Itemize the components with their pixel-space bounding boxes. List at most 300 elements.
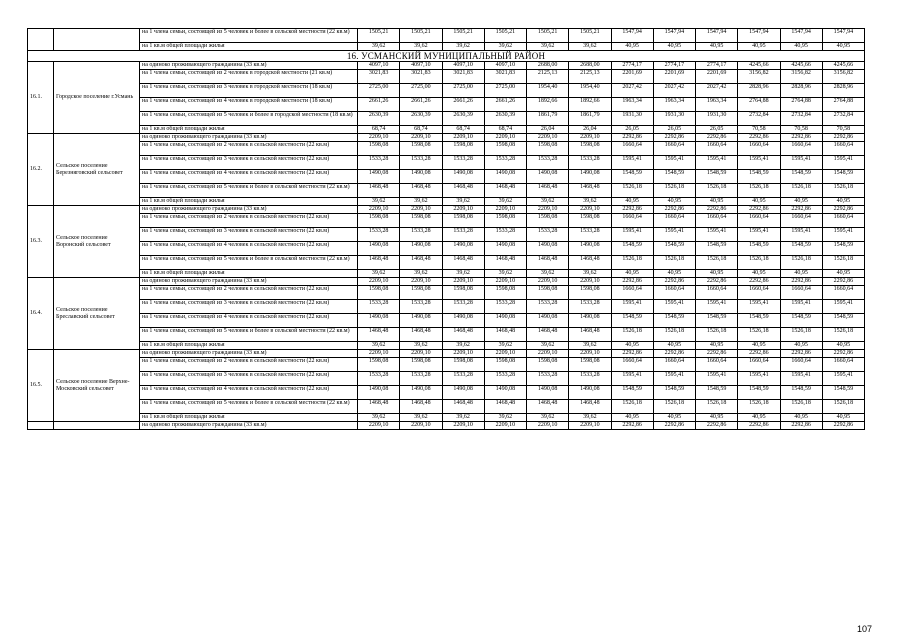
value-cell: 1660,64: [696, 358, 738, 372]
value-cell: 1468,48: [358, 328, 400, 342]
value-cell: 1505,21: [527, 29, 569, 43]
value-cell: 1490,08: [442, 170, 484, 184]
value-cell: 1526,18: [611, 256, 653, 270]
value-cell: 39,62: [484, 43, 526, 51]
value-cell: 2209,10: [569, 422, 611, 430]
row-description: на 1 члена семьи, состоящей из 4 человек в сельской местности (22 кв.м): [140, 242, 358, 256]
value-cell: 3156,82: [780, 70, 822, 84]
value-cell: 1861,79: [527, 112, 569, 126]
value-cell: 39,62: [358, 198, 400, 206]
value-cell: 2209,10: [527, 350, 569, 358]
value-cell: 2209,10: [569, 350, 611, 358]
value-cell: 1660,64: [822, 286, 864, 300]
value-cell: 1598,08: [442, 214, 484, 228]
value-cell: 39,62: [442, 198, 484, 206]
value-cell: 40,95: [696, 43, 738, 51]
value-cell: 1548,59: [696, 170, 738, 184]
value-cell: 1660,64: [696, 214, 738, 228]
value-cell: 2661,26: [484, 98, 526, 112]
value-cell: 1548,59: [611, 242, 653, 256]
value-cell: 26,04: [569, 126, 611, 134]
value-cell: 1548,59: [738, 170, 780, 184]
value-cell: 1490,08: [442, 386, 484, 400]
value-cell: 1595,41: [696, 156, 738, 170]
value-cell: 2027,42: [696, 84, 738, 98]
value-cell: 1505,21: [569, 29, 611, 43]
value-cell: 2209,10: [358, 278, 400, 286]
value-cell: 1533,28: [442, 372, 484, 386]
value-cell: 2732,84: [780, 112, 822, 126]
group-number: 16.3.: [28, 206, 54, 278]
value-cell: 1468,48: [484, 256, 526, 270]
value-cell: 1595,41: [822, 228, 864, 242]
value-cell: 1547,94: [653, 29, 695, 43]
value-cell: 2292,86: [738, 206, 780, 214]
group-name: Городское поселение г.Усмань: [54, 62, 140, 134]
value-cell: 39,62: [400, 342, 442, 350]
value-cell: 68,74: [400, 126, 442, 134]
row-description: на 1 члена семьи, состоящей из 5 человек и более в сельской местности (22 кв.м): [140, 400, 358, 414]
row-description: на одиноко проживающего гражданина (33 кв.м): [140, 206, 358, 214]
value-cell: 1598,08: [527, 214, 569, 228]
value-cell: 1595,41: [653, 300, 695, 314]
value-cell: 39,62: [358, 342, 400, 350]
value-cell: 1526,18: [738, 400, 780, 414]
value-cell: 39,62: [358, 414, 400, 422]
value-cell: 1963,34: [696, 98, 738, 112]
value-cell: 1595,41: [738, 228, 780, 242]
table-row: [28, 70, 865, 84]
value-cell: 1490,08: [484, 314, 526, 328]
value-cell: 1548,59: [738, 314, 780, 328]
value-cell: 2661,26: [400, 98, 442, 112]
value-cell: 1468,48: [358, 184, 400, 198]
value-cell: 2292,86: [780, 278, 822, 286]
table-row: [28, 184, 865, 198]
group-name: Сельское поселение Березняговский сельсовет: [54, 134, 140, 206]
value-cell: 1595,41: [696, 228, 738, 242]
value-cell: 1660,64: [738, 286, 780, 300]
value-cell: 40,95: [611, 43, 653, 51]
value-cell: 2125,13: [569, 70, 611, 84]
value-cell: 1660,64: [780, 142, 822, 156]
value-cell: 1598,08: [442, 286, 484, 300]
value-cell: 1468,48: [400, 400, 442, 414]
value-cell: 1505,21: [400, 29, 442, 43]
value-cell: 2027,42: [653, 84, 695, 98]
value-cell: 2725,00: [442, 84, 484, 98]
value-cell: 1533,28: [484, 300, 526, 314]
value-cell: 1598,08: [527, 286, 569, 300]
value-cell: 1595,41: [780, 300, 822, 314]
value-cell: 2027,42: [611, 84, 653, 98]
value-cell: 1598,08: [358, 214, 400, 228]
value-cell: 40,95: [611, 342, 653, 350]
table-row: [28, 126, 865, 134]
value-cell: 1548,59: [780, 314, 822, 328]
value-cell: 40,95: [780, 414, 822, 422]
value-cell: 1660,64: [611, 142, 653, 156]
value-cell: 1660,64: [611, 286, 653, 300]
value-cell: 39,62: [442, 414, 484, 422]
value-cell: 2292,86: [611, 134, 653, 142]
value-cell: 2292,86: [822, 350, 864, 358]
value-cell: 2209,10: [442, 206, 484, 214]
value-cell: 2209,10: [442, 278, 484, 286]
value-cell: 1548,59: [822, 170, 864, 184]
value-cell: 1490,08: [484, 386, 526, 400]
value-cell: 2201,69: [611, 70, 653, 84]
value-cell: 1468,48: [569, 400, 611, 414]
value-cell: 39,62: [400, 414, 442, 422]
value-cell: 2209,10: [400, 350, 442, 358]
table-row: [28, 314, 865, 328]
value-cell: 1533,28: [400, 228, 442, 242]
value-cell: 1598,08: [400, 286, 442, 300]
value-cell: 1548,59: [738, 242, 780, 256]
value-cell: 1547,94: [780, 29, 822, 43]
value-cell: 3156,82: [822, 70, 864, 84]
value-cell: 3156,82: [738, 70, 780, 84]
value-cell: 1548,59: [653, 242, 695, 256]
table-row: [28, 242, 865, 256]
value-cell: 1954,40: [569, 84, 611, 98]
value-cell: 1660,64: [822, 214, 864, 228]
row-description: на 1 члена семьи, состоящей из 3 человек в сельской местности (22 кв.м): [140, 300, 358, 314]
value-cell: 1533,28: [484, 372, 526, 386]
value-cell: 40,95: [696, 342, 738, 350]
value-cell: 1468,48: [358, 400, 400, 414]
value-cell: 2725,00: [484, 84, 526, 98]
value-cell: 39,62: [400, 270, 442, 278]
value-cell: 1598,08: [527, 142, 569, 156]
value-cell: 1526,18: [653, 400, 695, 414]
value-cell: 2209,10: [527, 278, 569, 286]
value-cell: 1490,08: [569, 314, 611, 328]
value-cell: 1660,64: [653, 214, 695, 228]
row-description: на одиноко проживающего гражданина (33 кв.м): [140, 134, 358, 142]
table-row: [28, 62, 865, 70]
value-cell: 1490,08: [400, 314, 442, 328]
value-cell: 2209,10: [442, 422, 484, 430]
value-cell: 39,62: [569, 43, 611, 51]
value-cell: 1533,28: [358, 300, 400, 314]
row-description: на 1 члена семьи, состоящей из 3 человек в сельской местности (22 кв.м): [140, 228, 358, 242]
value-cell: 68,74: [358, 126, 400, 134]
value-cell: 1526,18: [780, 256, 822, 270]
value-cell: 1526,18: [738, 328, 780, 342]
value-cell: 3021,83: [442, 70, 484, 84]
value-cell: 1490,08: [442, 314, 484, 328]
value-cell: 2828,96: [822, 84, 864, 98]
value-cell: 2630,39: [400, 112, 442, 126]
table-row: [28, 98, 865, 112]
value-cell: 1548,59: [780, 170, 822, 184]
value-cell: 2209,10: [484, 206, 526, 214]
value-cell: 1526,18: [653, 184, 695, 198]
value-cell: 1660,64: [822, 358, 864, 372]
value-cell: 2209,10: [358, 350, 400, 358]
value-cell: 1598,08: [484, 286, 526, 300]
value-cell: 1598,08: [569, 214, 611, 228]
value-cell: 1490,08: [484, 242, 526, 256]
value-cell: 40,95: [780, 43, 822, 51]
value-cell: 40,95: [653, 414, 695, 422]
value-cell: 2292,86: [738, 422, 780, 430]
table-row: [28, 206, 865, 214]
value-cell: 1468,48: [569, 328, 611, 342]
value-cell: 2764,88: [822, 98, 864, 112]
value-cell: 40,95: [822, 43, 864, 51]
table-row: [28, 134, 865, 142]
row-description: на 1 члена семьи, состоящей из 5 человек и более в сельской местности (22 кв.м): [140, 184, 358, 198]
value-cell: 1468,48: [400, 256, 442, 270]
value-cell: 1490,08: [527, 170, 569, 184]
row-description: на 1 члена семьи, состоящей из 5 человек и более в городской местности (18 кв.м): [140, 112, 358, 126]
value-cell: 1526,18: [822, 328, 864, 342]
value-cell: 1595,41: [780, 228, 822, 242]
value-cell: 1533,28: [484, 156, 526, 170]
value-cell: 4097,10: [358, 62, 400, 70]
value-cell: 39,62: [527, 43, 569, 51]
value-cell: 26,05: [653, 126, 695, 134]
value-cell: 1468,48: [358, 256, 400, 270]
group-number: 16.4.: [28, 278, 54, 350]
value-cell: 1490,08: [569, 170, 611, 184]
value-cell: 1954,40: [527, 84, 569, 98]
value-cell: 1526,18: [738, 256, 780, 270]
group-number: 16.2.: [28, 134, 54, 206]
value-cell: 40,95: [696, 414, 738, 422]
table-row: [28, 156, 865, 170]
value-cell: 1505,21: [442, 29, 484, 43]
value-cell: 39,62: [569, 342, 611, 350]
district-title: 16. УСМАНСКИЙ МУНИЦИПАЛЬНЫЙ РАЙОН: [28, 51, 865, 62]
value-cell: 2774,17: [696, 62, 738, 70]
value-cell: 1595,41: [653, 156, 695, 170]
value-cell: 39,62: [527, 270, 569, 278]
value-cell: 2209,10: [569, 134, 611, 142]
row-description: на 1 члена семьи, состоящей из 2 человек в городской местности (21 кв.м): [140, 70, 358, 84]
value-cell: 39,62: [484, 270, 526, 278]
row-description: на 1 члена семьи, состоящей из 4 человек в городской местности (18 кв.м): [140, 98, 358, 112]
value-cell: 1660,64: [780, 214, 822, 228]
value-cell: 1468,48: [527, 328, 569, 342]
value-cell: 1548,59: [611, 386, 653, 400]
value-cell: 39,62: [400, 43, 442, 51]
value-cell: 1598,08: [358, 286, 400, 300]
value-cell: 2661,26: [358, 98, 400, 112]
value-cell: 3021,83: [400, 70, 442, 84]
value-cell: 2725,00: [400, 84, 442, 98]
value-cell: 40,95: [611, 414, 653, 422]
value-cell: 1660,64: [653, 286, 695, 300]
group-number-cell: [28, 29, 54, 51]
value-cell: 1598,08: [358, 358, 400, 372]
value-cell: 2209,10: [442, 350, 484, 358]
value-cell: 1598,08: [569, 142, 611, 156]
value-cell: 39,62: [484, 342, 526, 350]
row-description: на 1 члена семьи, состоящей из 2 человек в сельской местности (22 кв.м): [140, 358, 358, 372]
value-cell: 1548,59: [696, 386, 738, 400]
row-description: на одиноко проживающего гражданина (33 кв.м): [140, 278, 358, 286]
value-cell: 1598,08: [400, 358, 442, 372]
value-cell: 39,62: [484, 198, 526, 206]
value-cell: 1533,28: [442, 228, 484, 242]
value-cell: 1598,08: [442, 142, 484, 156]
value-cell: 1526,18: [696, 328, 738, 342]
value-cell: 2292,86: [611, 206, 653, 214]
value-cell: 1861,79: [569, 112, 611, 126]
value-cell: 1490,08: [358, 170, 400, 184]
value-cell: 1526,18: [611, 184, 653, 198]
value-cell: 4097,10: [400, 62, 442, 70]
group-number: 16.1.: [28, 62, 54, 134]
value-cell: 2209,10: [358, 134, 400, 142]
value-cell: 1660,64: [780, 358, 822, 372]
value-cell: 2292,86: [653, 278, 695, 286]
table-row: [28, 386, 865, 400]
value-cell: 1548,59: [822, 386, 864, 400]
value-cell: 1548,59: [822, 314, 864, 328]
table-row: [28, 228, 865, 242]
value-cell: 2774,17: [653, 62, 695, 70]
value-cell: 1490,08: [358, 242, 400, 256]
value-cell: 1526,18: [611, 400, 653, 414]
value-cell: 1533,28: [400, 156, 442, 170]
value-cell: 1490,08: [527, 386, 569, 400]
value-cell: 1526,18: [611, 328, 653, 342]
value-cell: 2209,10: [442, 134, 484, 142]
row-description: на 1 члена семьи, состоящей из 5 человек и более в сельской местности (22 кв.м): [140, 328, 358, 342]
value-cell: 40,95: [653, 43, 695, 51]
value-cell: 40,95: [738, 198, 780, 206]
value-cell: 40,95: [822, 198, 864, 206]
value-cell: 1660,64: [696, 142, 738, 156]
row-description: на 1 кв.м общей площади жилья: [140, 43, 358, 51]
value-cell: 1490,08: [527, 314, 569, 328]
value-cell: 2292,86: [696, 350, 738, 358]
value-cell: 1533,28: [442, 300, 484, 314]
value-cell: 1595,41: [653, 228, 695, 242]
value-cell: 39,62: [358, 43, 400, 51]
row-description: на 1 члена семьи, состоящей из 3 человек в городской местности (18 кв.м): [140, 84, 358, 98]
value-cell: 2209,10: [484, 278, 526, 286]
value-cell: 2292,86: [696, 134, 738, 142]
value-cell: 39,62: [527, 342, 569, 350]
value-cell: 1533,28: [527, 156, 569, 170]
price-norms-table: [27, 28, 865, 430]
value-cell: 2292,86: [611, 278, 653, 286]
value-cell: 1595,41: [822, 300, 864, 314]
table-row: [28, 372, 865, 386]
group-name: Сельское поселение Воронский сельсовет: [54, 206, 140, 278]
value-cell: 70,58: [822, 126, 864, 134]
value-cell: 1548,59: [738, 386, 780, 400]
value-cell: 2774,17: [611, 62, 653, 70]
value-cell: 1892,66: [569, 98, 611, 112]
value-cell: 2732,84: [822, 112, 864, 126]
value-cell: 68,74: [484, 126, 526, 134]
value-cell: 1660,64: [738, 142, 780, 156]
group-name: Сельское поселение Бреславский сельсовет: [54, 278, 140, 350]
value-cell: 1660,64: [738, 214, 780, 228]
value-cell: 1598,08: [484, 142, 526, 156]
row-description: на 1 члена семьи, состоящей из 2 человек в сельской местности (22 кв.м): [140, 214, 358, 228]
row-description: на 1 члена семьи, состоящей из 2 человек в сельской местности (22 кв.м): [140, 286, 358, 300]
table-row: [28, 43, 865, 51]
value-cell: 1468,48: [484, 400, 526, 414]
value-cell: 1533,28: [442, 156, 484, 170]
value-cell: 1526,18: [696, 256, 738, 270]
value-cell: 4245,66: [822, 62, 864, 70]
value-cell: 2292,86: [653, 206, 695, 214]
value-cell: 1533,28: [569, 156, 611, 170]
value-cell: 1598,08: [400, 142, 442, 156]
table-row: [28, 198, 865, 206]
value-cell: 2764,88: [738, 98, 780, 112]
value-cell: 1595,41: [780, 156, 822, 170]
value-cell: 40,95: [738, 342, 780, 350]
value-cell: 39,62: [569, 414, 611, 422]
row-description: на 1 кв.м общей площади жилья: [140, 414, 358, 422]
value-cell: 1595,41: [822, 156, 864, 170]
value-cell: 1595,41: [611, 300, 653, 314]
table-row: [28, 358, 865, 372]
value-cell: 2209,10: [527, 422, 569, 430]
value-cell: 2828,96: [738, 84, 780, 98]
value-cell: 1595,41: [696, 372, 738, 386]
value-cell: 1468,48: [484, 328, 526, 342]
value-cell: 1548,59: [696, 314, 738, 328]
value-cell: 1533,28: [527, 300, 569, 314]
value-cell: 2209,10: [484, 134, 526, 142]
value-cell: 40,95: [780, 342, 822, 350]
value-cell: 2209,10: [358, 206, 400, 214]
value-cell: 1533,28: [400, 372, 442, 386]
value-cell: 1533,28: [527, 228, 569, 242]
value-cell: 40,95: [696, 270, 738, 278]
value-cell: 1595,41: [611, 156, 653, 170]
table-row: [28, 422, 865, 430]
value-cell: 1595,41: [696, 300, 738, 314]
value-cell: 2630,39: [484, 112, 526, 126]
value-cell: 1595,41: [780, 372, 822, 386]
value-cell: 2292,86: [822, 206, 864, 214]
table-row: [28, 414, 865, 422]
value-cell: 1548,59: [653, 314, 695, 328]
row-description: на 1 кв.м общей площади жилья: [140, 270, 358, 278]
value-cell: 2725,00: [358, 84, 400, 98]
value-cell: 2201,69: [696, 70, 738, 84]
value-cell: 1526,18: [822, 184, 864, 198]
value-cell: 2209,10: [569, 278, 611, 286]
value-cell: 2201,69: [653, 70, 695, 84]
row-description: на 1 члена семьи, состоящей из 2 человек в сельской местности (22 кв.м): [140, 142, 358, 156]
value-cell: 2292,86: [653, 134, 695, 142]
group-number: 16.5.: [28, 350, 54, 422]
value-cell: 39,62: [442, 43, 484, 51]
value-cell: 39,62: [569, 270, 611, 278]
row-description: на 1 члена семьи, состоящей из 5 человек и более в сельской местности (22 кв.м): [140, 29, 358, 43]
row-description: на 1 члена семьи, состоящей из 4 человек в сельской местности (22 кв.м): [140, 314, 358, 328]
row-description: на 1 члена семьи, состоящей из 4 человек в сельской местности (22 кв.м): [140, 386, 358, 400]
district-header-row: [28, 51, 865, 62]
value-cell: 1490,08: [400, 242, 442, 256]
value-cell: 1660,64: [653, 142, 695, 156]
value-cell: 2292,86: [738, 134, 780, 142]
value-cell: 2209,10: [400, 422, 442, 430]
